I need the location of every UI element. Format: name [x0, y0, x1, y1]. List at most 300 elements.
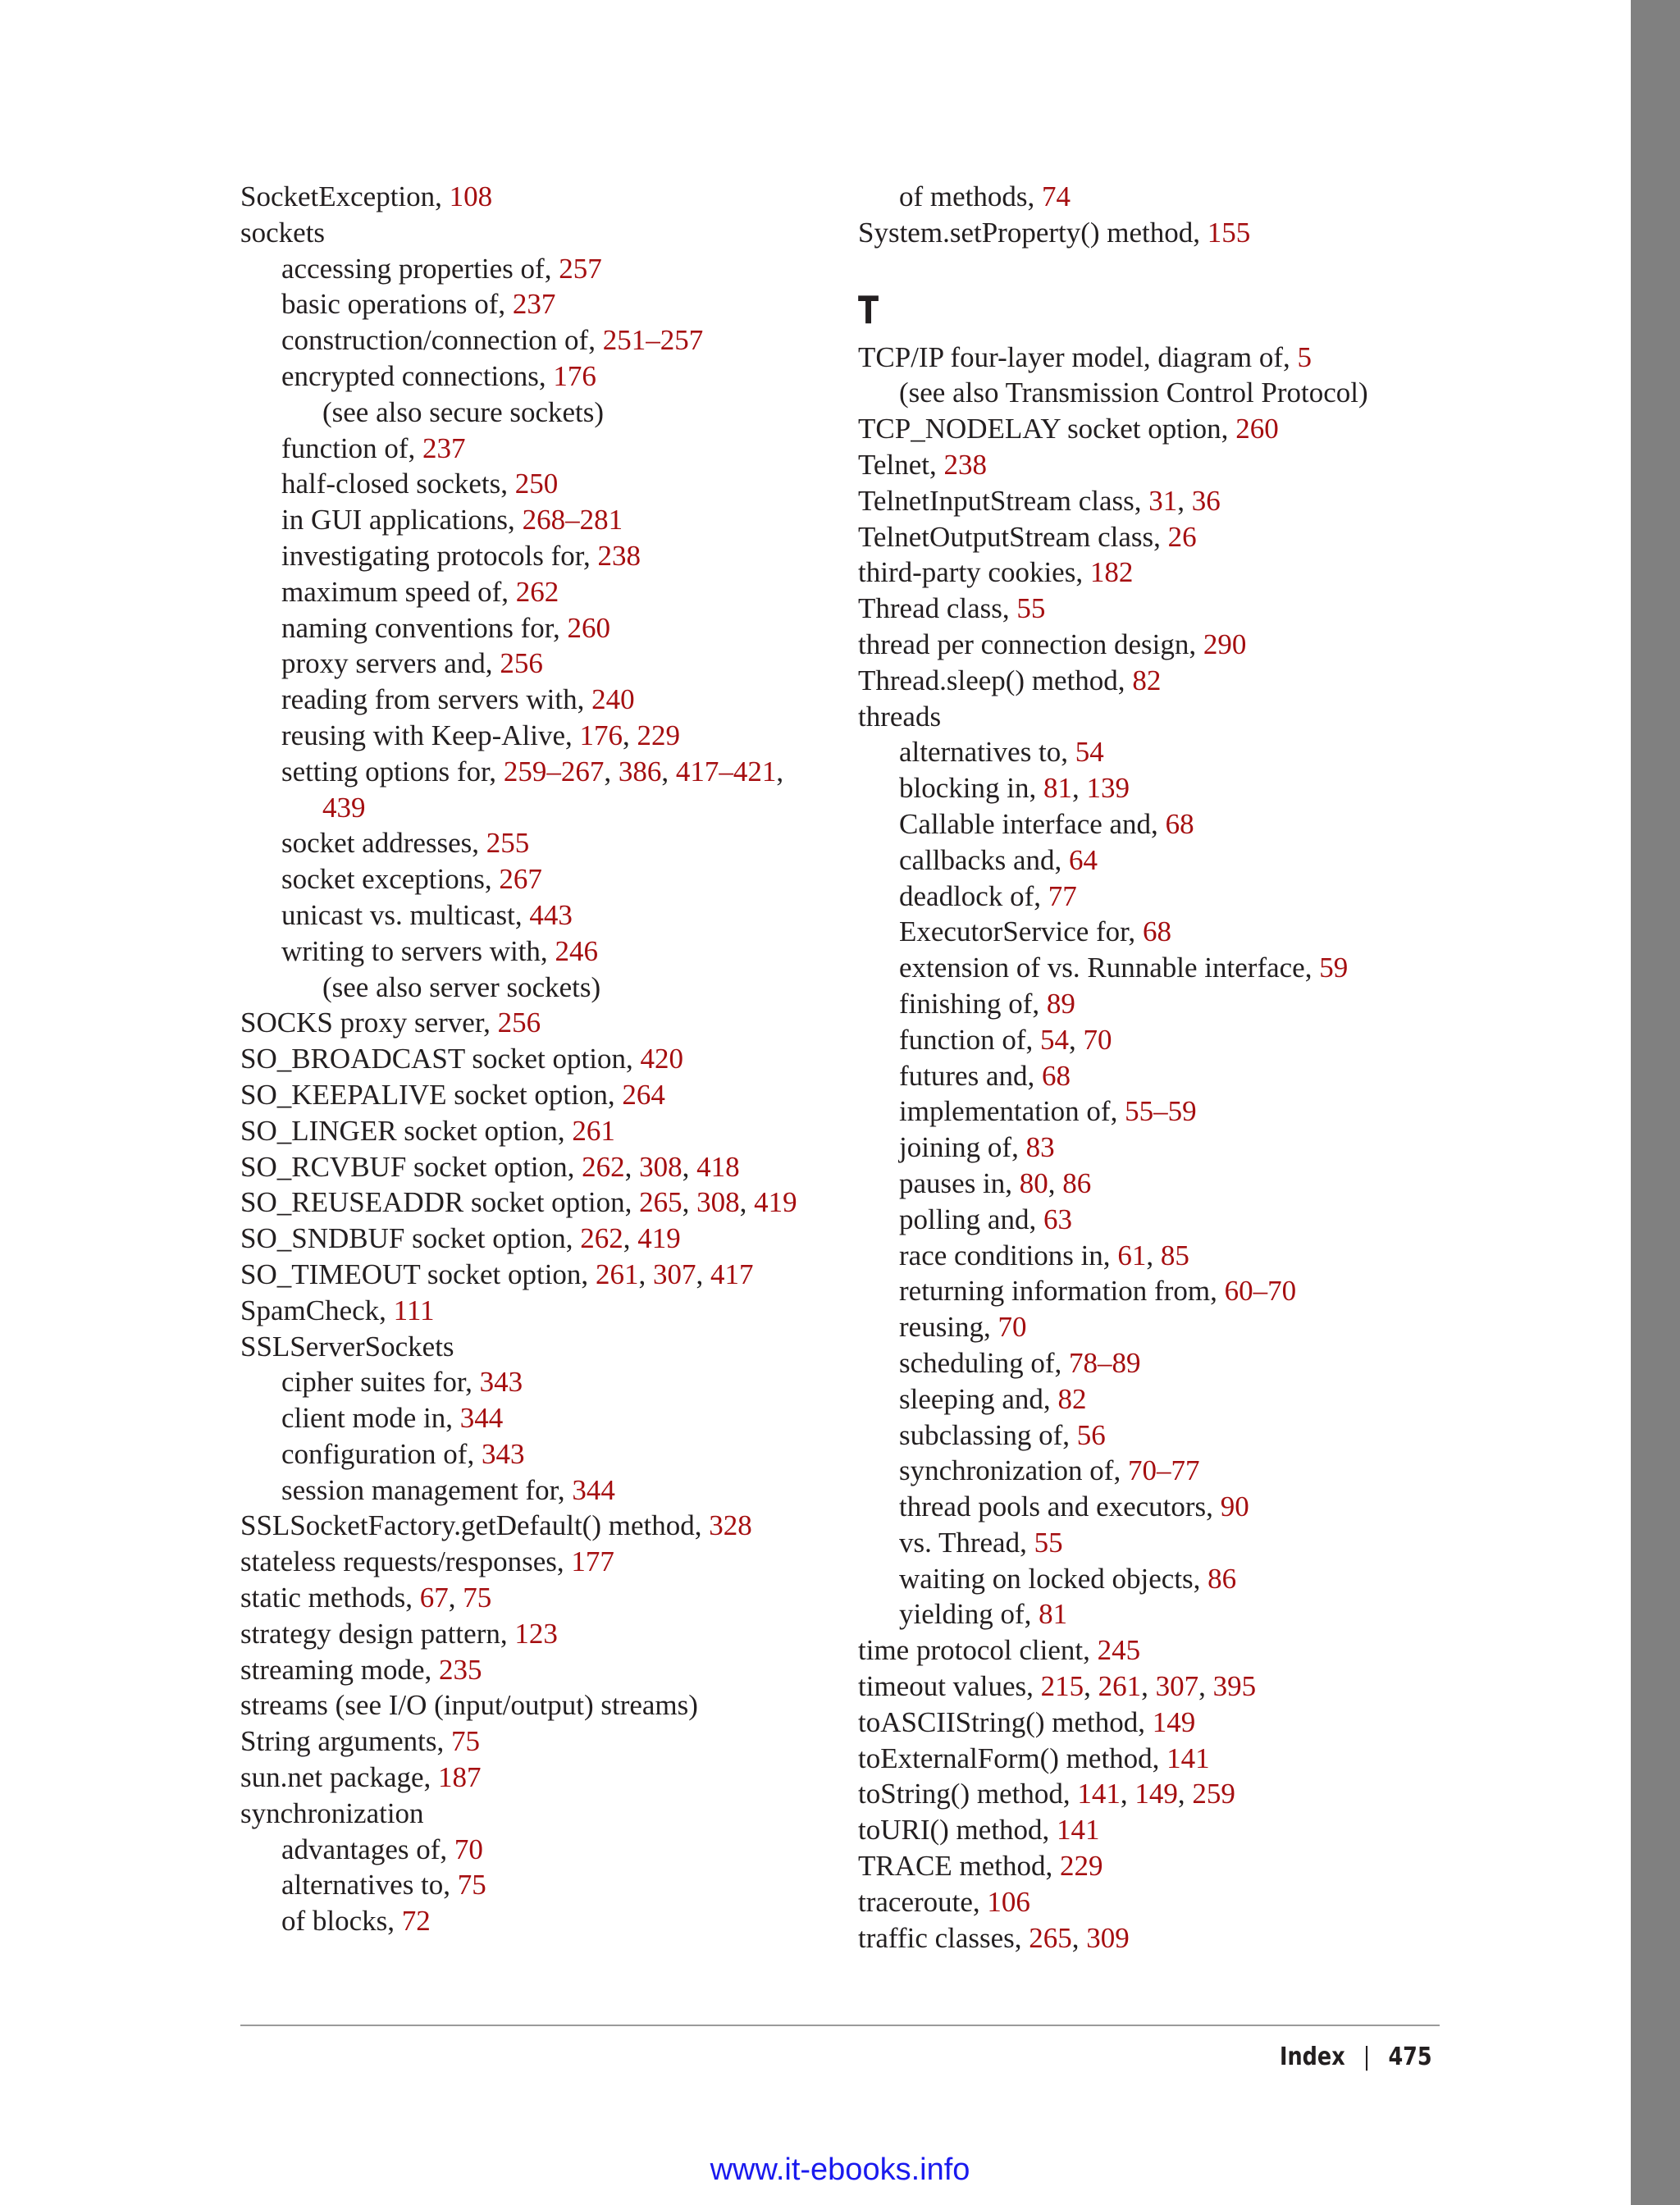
scroll-sidebar	[1631, 0, 1680, 2205]
index-subentry	[858, 1381, 1432, 1418]
page-reference-link[interactable]: 307	[652, 1258, 696, 1290]
page-reference-link[interactable]: 55	[1016, 592, 1046, 625]
index-term: naming conventions for,	[281, 611, 568, 644]
page-reference-link[interactable]: 108	[449, 180, 493, 212]
index-term: vs. Thread,	[899, 1526, 1034, 1559]
index-entry	[858, 340, 1432, 376]
page-reference-link[interactable]: 77	[1048, 879, 1077, 912]
index-subentry	[858, 986, 1432, 1022]
page-reference-link[interactable]: 83	[1025, 1131, 1055, 1164]
index-subentry	[858, 950, 1432, 986]
index-subentry	[240, 610, 831, 646]
index-term: yielding of,	[899, 1598, 1039, 1631]
page-reference-link[interactable]: 90	[1220, 1491, 1249, 1523]
index-term: pauses in,	[899, 1166, 1020, 1199]
page-reference-link[interactable]: 85	[1160, 1239, 1189, 1271]
index-term: threads	[858, 700, 942, 733]
index-term: Callable interface and,	[899, 807, 1166, 840]
index-entry	[858, 411, 1432, 447]
index-entry	[240, 1077, 831, 1113]
index-entry	[858, 519, 1432, 555]
page-reference-link[interactable]: 251–257	[602, 324, 704, 357]
page-reference-link[interactable]: 235	[439, 1653, 482, 1686]
index-entry	[858, 1812, 1432, 1848]
index-term: streaming mode,	[240, 1653, 440, 1686]
index-entry	[240, 215, 831, 251]
index-term: thread pools and executors,	[899, 1491, 1221, 1523]
page-reference-link[interactable]: 54	[1040, 1023, 1070, 1056]
trailing-comma: ,	[776, 755, 784, 788]
index-entry	[240, 179, 831, 215]
index-term: configuration of,	[281, 1437, 482, 1470]
index-subentry	[858, 806, 1432, 842]
index-term: ExecutorService for,	[899, 915, 1143, 948]
index-subentry	[240, 1400, 831, 1436]
index-entry	[858, 215, 1432, 251]
index-subentry	[240, 1364, 831, 1400]
page-reference-link[interactable]: 26	[1167, 520, 1197, 553]
index-term: alternatives to,	[899, 736, 1075, 769]
index-column-left	[240, 179, 831, 1939]
index-subentry: reusing with Keep-Alive, 176, 229	[281, 719, 681, 751]
index-subentry	[240, 574, 831, 610]
index-term: TelnetOutputStream class,	[858, 520, 1168, 553]
page-reference-link[interactable]: 395	[1212, 1670, 1257, 1703]
index-term: unicast vs. multicast,	[281, 898, 530, 931]
index-subentry	[240, 897, 831, 934]
page-reference-link[interactable]: 260	[1235, 413, 1279, 445]
index-term: polling and,	[899, 1203, 1043, 1235]
index-term: writing to servers with,	[281, 934, 555, 967]
index-entry	[858, 1705, 1432, 1741]
page-reference-link[interactable]: 55–59	[1125, 1095, 1197, 1128]
index-term: SO_SNDBUF socket option,	[240, 1222, 581, 1255]
page-reference-link[interactable]: 265	[1029, 1921, 1072, 1954]
page-reference-link[interactable]: 78–89	[1069, 1346, 1141, 1379]
index-subentry	[858, 1345, 1432, 1381]
index-entry: traffic classes, 265, 309	[858, 1921, 1130, 1954]
index-subentry	[240, 790, 831, 826]
page-reference-link[interactable]: 111	[393, 1294, 435, 1326]
page-reference-link[interactable]: 182	[1089, 556, 1134, 589]
page-reference-link[interactable]: 344	[459, 1402, 504, 1435]
page-reference-link[interactable]: 68	[1041, 1059, 1071, 1092]
index-term: joining of,	[899, 1131, 1026, 1164]
page-reference-link[interactable]: 255	[486, 827, 530, 860]
page-reference-link[interactable]: 60–70	[1224, 1275, 1297, 1308]
page-reference-link[interactable]: 141	[1057, 1814, 1100, 1847]
index-term: accessing properties of,	[281, 252, 559, 285]
index-term: SO_KEEPALIVE socket option,	[240, 1078, 623, 1111]
index-subentry	[858, 879, 1432, 915]
index-subentry	[240, 934, 831, 970]
page-reference-link[interactable]: 261	[1098, 1670, 1142, 1703]
page-reference-link[interactable]: 59	[1319, 952, 1349, 984]
index-term: toString() method,	[858, 1778, 1078, 1810]
index-term: streams (see I/O (input/output) streams)	[240, 1689, 698, 1722]
page-reference-link[interactable]: 261	[595, 1258, 639, 1290]
page-reference-link[interactable]: 86	[1208, 1562, 1237, 1595]
footer-page-number: 475	[1388, 2043, 1432, 2071]
page-reference-link[interactable]: 176	[579, 719, 623, 751]
page-reference-link[interactable]: 344	[572, 1473, 615, 1506]
page-reference-link[interactable]: 81	[1043, 772, 1072, 805]
index-subentry	[240, 825, 831, 861]
index-term: returning information from,	[899, 1275, 1225, 1308]
index-term: toExternalForm() method,	[858, 1742, 1167, 1774]
page-reference-link[interactable]: 56	[1076, 1418, 1106, 1451]
index-term: cipher suites for,	[281, 1366, 480, 1399]
index-term: toASCIIString() method,	[858, 1705, 1153, 1738]
index-subentry	[240, 431, 831, 467]
index-term: race conditions in,	[899, 1239, 1118, 1271]
index-term: subclassing of,	[899, 1418, 1077, 1451]
index-subentry	[240, 251, 831, 287]
index-entry	[240, 1508, 831, 1544]
page-reference-link[interactable]: 139	[1086, 772, 1130, 805]
index-subentry	[240, 395, 831, 431]
index-term: SSLSocketFactory.getDefault() method,	[240, 1509, 710, 1542]
index-term: function of,	[899, 1023, 1041, 1056]
page-reference-link[interactable]: 256	[497, 1007, 541, 1039]
index-term: of methods,	[899, 180, 1043, 212]
page-reference-link[interactable]: 70	[454, 1833, 483, 1865]
page-footer	[1280, 2043, 1432, 2071]
index-term: String arguments,	[240, 1725, 451, 1758]
index-subentry	[240, 286, 831, 322]
page-reference-link[interactable]: 229	[1059, 1850, 1103, 1883]
page-reference-link[interactable]: 240	[591, 683, 635, 716]
index-term: SSLServerSockets	[240, 1330, 454, 1363]
index-term: in GUI applications,	[281, 504, 523, 536]
page-reference-link[interactable]: 81	[1039, 1598, 1068, 1631]
page-reference-link[interactable]: 238	[943, 448, 987, 481]
page-reference-link[interactable]: 229	[637, 719, 681, 751]
index-term: strategy design pattern,	[240, 1617, 515, 1650]
index-term: SO_RCVBUF socket option,	[240, 1150, 582, 1183]
page-reference-link[interactable]: 72	[401, 1905, 431, 1938]
index-term: SpamCheck,	[240, 1294, 394, 1326]
page-reference-link[interactable]: 267	[499, 863, 542, 896]
index-entry	[240, 1005, 831, 1041]
index-term: SO_LINGER socket option,	[240, 1114, 573, 1147]
index-term: advantages of,	[281, 1833, 454, 1865]
page-reference-link[interactable]: 420	[640, 1043, 683, 1075]
index-subentry: setting options for, 259–267, 386, 417–421,	[281, 755, 784, 788]
page-reference-link[interactable]: 177	[571, 1545, 614, 1578]
index-subentry	[240, 502, 831, 538]
index-subentry	[858, 1058, 1432, 1094]
index-subentry	[858, 179, 1432, 215]
page-reference-link[interactable]: 141	[1077, 1778, 1121, 1810]
index-entry: timeout values, 215, 261, 307, 395	[858, 1670, 1257, 1703]
index-subentry	[858, 842, 1432, 879]
index-term: encrypted connections,	[281, 359, 554, 392]
index-term: basic operations of,	[281, 288, 513, 321]
index-term: TCP/IP four-layer model, diagram of,	[858, 340, 1298, 373]
index-subentry	[240, 1832, 831, 1868]
index-subentry	[858, 1202, 1432, 1238]
page-reference-link[interactable]: 328	[709, 1509, 752, 1542]
index-entry: static methods, 67, 75	[240, 1582, 492, 1614]
page-reference-link[interactable]: 268–281	[522, 504, 623, 536]
index-term: (see also server sockets)	[322, 970, 601, 1003]
page-reference-link[interactable]: 68	[1165, 807, 1194, 840]
page-reference-link[interactable]: 308	[696, 1186, 740, 1219]
page-reference-link[interactable]: 82	[1132, 664, 1162, 696]
page-reference-link[interactable]: 75	[450, 1725, 480, 1758]
index-term: static methods,	[240, 1582, 420, 1614]
page-reference-link[interactable]: 70	[1083, 1023, 1112, 1056]
page-reference-link[interactable]: 75	[457, 1869, 486, 1901]
page-reference-link[interactable]: 187	[438, 1761, 482, 1794]
index-subentry	[240, 861, 831, 897]
index-subentry	[858, 1418, 1432, 1454]
index-term: toURI() method,	[858, 1814, 1057, 1847]
index-entry	[858, 627, 1432, 663]
index-subentry	[240, 466, 831, 502]
index-subentry: race conditions in, 61, 85	[899, 1239, 1189, 1271]
page-reference-link[interactable]: 63	[1043, 1203, 1072, 1235]
page-reference-link[interactable]: 123	[514, 1617, 558, 1650]
index-term: TCP_NODELAY socket option,	[858, 413, 1236, 445]
index-subentry	[858, 1489, 1432, 1525]
page-reference-link[interactable]: 89	[1046, 987, 1075, 1020]
page-reference-link[interactable]: 308	[639, 1150, 682, 1183]
footer-section-label: Index	[1280, 2043, 1345, 2071]
index-term: construction/connection of,	[281, 324, 603, 357]
page-reference-link[interactable]: 259	[1192, 1778, 1235, 1810]
page-reference-link[interactable]: 82	[1057, 1382, 1087, 1415]
index-term: traceroute,	[858, 1885, 988, 1918]
page-reference-link[interactable]: 5	[1297, 340, 1312, 373]
index-term: sleeping and,	[899, 1382, 1058, 1415]
index-subentry	[240, 1436, 831, 1472]
index-entry	[858, 1741, 1432, 1777]
page-reference-link[interactable]: 417	[710, 1258, 754, 1290]
index-term: SOCKS proxy server,	[240, 1007, 498, 1039]
page-reference-link[interactable]: 61	[1117, 1239, 1147, 1271]
page-reference-link[interactable]: 257	[559, 252, 602, 285]
page-reference-link[interactable]: 74	[1042, 180, 1071, 212]
index-entry	[240, 1652, 831, 1688]
index-letter-heading: T	[858, 287, 879, 332]
index-subentry	[858, 1309, 1432, 1345]
index-term: System.setProperty() method,	[858, 216, 1208, 249]
page-reference-link[interactable]: 64	[1069, 843, 1098, 876]
index-subentry	[858, 1561, 1432, 1597]
page-reference-link[interactable]: 31	[1148, 484, 1178, 517]
index-term: of blocks,	[281, 1905, 402, 1938]
index-entry: toString() method, 141, 149, 259	[858, 1778, 1235, 1810]
index-subentry	[858, 734, 1432, 770]
index-entry	[858, 1632, 1432, 1669]
index-term: alternatives to,	[281, 1869, 458, 1901]
index-term: timeout values,	[858, 1670, 1041, 1703]
page-reference-link[interactable]: 439	[322, 791, 366, 824]
index-subentry	[858, 375, 1432, 411]
page-reference-link[interactable]: 54	[1075, 736, 1104, 769]
index-term: extension of vs. Runnable interface,	[899, 952, 1320, 984]
index-term: (see also secure sockets)	[322, 395, 605, 428]
index-entry	[858, 591, 1432, 627]
index-entry	[240, 1293, 831, 1329]
page-reference-link[interactable]: 264	[622, 1078, 665, 1111]
page-reference-link[interactable]: 262	[580, 1222, 623, 1255]
index-subentry	[240, 358, 831, 395]
page-reference-link[interactable]: 70–77	[1127, 1454, 1200, 1487]
page-reference-link[interactable]: 149	[1152, 1705, 1196, 1738]
page-reference-link[interactable]: 55	[1034, 1526, 1063, 1559]
index-entry: SO_SNDBUF socket option, 262, 419	[240, 1222, 681, 1255]
index-term: reading from servers with,	[281, 683, 592, 716]
index-entry: SO_TIMEOUT socket option, 261, 307, 417	[240, 1258, 754, 1290]
index-term: synchronization	[240, 1796, 424, 1829]
page-reference-link[interactable]: 443	[529, 898, 573, 931]
page-reference-link[interactable]: 237	[422, 431, 466, 464]
index-term: sun.net package,	[240, 1761, 439, 1794]
page-reference-link[interactable]: 238	[597, 539, 641, 572]
page-reference-link[interactable]: 256	[500, 647, 543, 680]
index-term: TelnetInputStream class,	[858, 484, 1149, 517]
index-entry	[858, 1884, 1432, 1920]
index-term: (see also Transmission Control Protocol)	[899, 377, 1368, 409]
page-reference-link[interactable]: 419	[754, 1186, 797, 1219]
index-subentry	[240, 646, 831, 682]
index-term: Thread class,	[858, 592, 1017, 625]
index-entry	[240, 1616, 831, 1652]
page-reference-link[interactable]: 176	[553, 359, 596, 392]
page-reference-link[interactable]: 262	[582, 1150, 625, 1183]
index-term: Thread.sleep() method,	[858, 664, 1133, 696]
index-subentry	[858, 1596, 1432, 1632]
page-reference-link[interactable]: 290	[1203, 628, 1247, 660]
index-term: traffic classes,	[858, 1921, 1029, 1954]
index-entry	[240, 1041, 831, 1077]
index-subentry	[240, 538, 831, 574]
index-term: callbacks and,	[899, 843, 1069, 876]
page-reference-link[interactable]: 343	[481, 1437, 525, 1470]
page-reference-link[interactable]: 106	[987, 1885, 1030, 1918]
page-reference-link[interactable]: 386	[618, 755, 662, 788]
page-reference-link[interactable]: 246	[555, 934, 598, 967]
index-term: thread per connection design,	[858, 628, 1203, 660]
index-term: function of,	[281, 431, 423, 464]
page-reference-link[interactable]: 260	[567, 611, 611, 644]
page-reference-link[interactable]: 309	[1086, 1921, 1130, 1954]
footer-separator: |	[1363, 2043, 1371, 2071]
page-reference-link[interactable]: 67	[419, 1582, 449, 1614]
index-subentry	[240, 1867, 831, 1903]
index-term: reusing with Keep-Alive,	[281, 719, 580, 751]
index-subentry	[858, 1453, 1432, 1489]
index-term: third-party cookies,	[858, 556, 1090, 589]
index-entry	[858, 1848, 1432, 1884]
index-subentry	[240, 1472, 831, 1509]
page-reference-link[interactable]: 419	[637, 1222, 681, 1255]
index-subentry: blocking in, 81, 139	[899, 772, 1130, 805]
page-reference-link[interactable]: 75	[463, 1582, 492, 1614]
page-reference-link[interactable]: 262	[515, 575, 559, 608]
index-subentry: pauses in, 80, 86	[899, 1166, 1092, 1199]
index-term: time protocol client,	[858, 1634, 1098, 1667]
index-term: half-closed sockets,	[281, 468, 515, 500]
index-entry	[858, 663, 1432, 699]
index-entry	[240, 1544, 831, 1580]
page-reference-link[interactable]: 68	[1142, 915, 1171, 948]
index-term: TRACE method,	[858, 1850, 1060, 1883]
page-reference-link[interactable]: 155	[1207, 216, 1251, 249]
index-subentry	[858, 1273, 1432, 1309]
index-term: socket addresses,	[281, 827, 486, 860]
index-term: setting options for,	[281, 755, 504, 788]
page-reference-link[interactable]: 141	[1166, 1742, 1210, 1774]
page-reference-link[interactable]: 250	[514, 468, 559, 500]
index-entry	[240, 1796, 831, 1832]
index-term: finishing of,	[899, 987, 1047, 1020]
index-subentry	[240, 970, 831, 1006]
index-term: proxy servers and,	[281, 647, 500, 680]
index-subentry: function of, 54, 70	[899, 1023, 1112, 1056]
index-subentry	[240, 322, 831, 358]
page-reference-link[interactable]: 237	[512, 288, 556, 321]
watermark-link[interactable]: www.it-ebooks.info	[710, 2152, 970, 2187]
index-term: SocketException,	[240, 180, 450, 212]
index-entry: TelnetInputStream class, 31, 36	[858, 484, 1221, 517]
index-term: scheduling of,	[899, 1346, 1070, 1379]
index-term: stateless requests/responses,	[240, 1545, 572, 1578]
footer-rule	[240, 2025, 1440, 2026]
index-term: deadlock of,	[899, 879, 1048, 912]
index-term: sockets	[240, 216, 326, 249]
index-subentry	[240, 1903, 831, 1939]
index-subentry	[858, 1130, 1432, 1166]
index-term: SO_TIMEOUT socket option,	[240, 1258, 596, 1290]
index-term: session management for,	[281, 1473, 573, 1506]
index-term: implementation of,	[899, 1095, 1125, 1128]
page-reference-link[interactable]: 343	[479, 1366, 523, 1399]
page-reference-link[interactable]: 245	[1097, 1634, 1141, 1667]
page-reference-link[interactable]: 149	[1134, 1778, 1178, 1810]
page-reference-link[interactable]: 261	[572, 1114, 615, 1147]
index-entry	[240, 1113, 831, 1149]
index-term: Telnet,	[858, 448, 944, 481]
index-term: futures and,	[899, 1059, 1042, 1092]
index-entry	[240, 1329, 831, 1365]
page-reference-link[interactable]: 70	[998, 1311, 1027, 1344]
index-term: SO_BROADCAST socket option,	[240, 1043, 641, 1075]
index-term: waiting on locked objects,	[899, 1562, 1208, 1595]
index-term: synchronization of,	[899, 1454, 1128, 1487]
page-reference-link[interactable]: 259–267	[503, 755, 605, 788]
page-reference-link[interactable]: 80	[1019, 1166, 1048, 1199]
index-term: maximum speed of,	[281, 575, 516, 608]
index-term: SO_REUSEADDR socket option,	[240, 1186, 640, 1219]
page-reference-link[interactable]: 36	[1191, 484, 1221, 517]
index-subentry	[240, 682, 831, 718]
index-entry	[858, 699, 1432, 735]
index-entry	[240, 1760, 831, 1796]
page-reference-link[interactable]: 265	[639, 1186, 682, 1219]
index-entry	[858, 447, 1432, 483]
index-entry: SO_REUSEADDR socket option, 265, 308, 419	[240, 1186, 797, 1219]
page-reference-link[interactable]: 86	[1062, 1166, 1092, 1199]
page-reference-link[interactable]: 215	[1040, 1670, 1084, 1703]
index-subentry	[858, 1525, 1432, 1561]
page-reference-link[interactable]: 417–421	[675, 755, 777, 788]
page-reference-link[interactable]: 418	[696, 1150, 740, 1183]
page-reference-link[interactable]: 307	[1155, 1670, 1199, 1703]
